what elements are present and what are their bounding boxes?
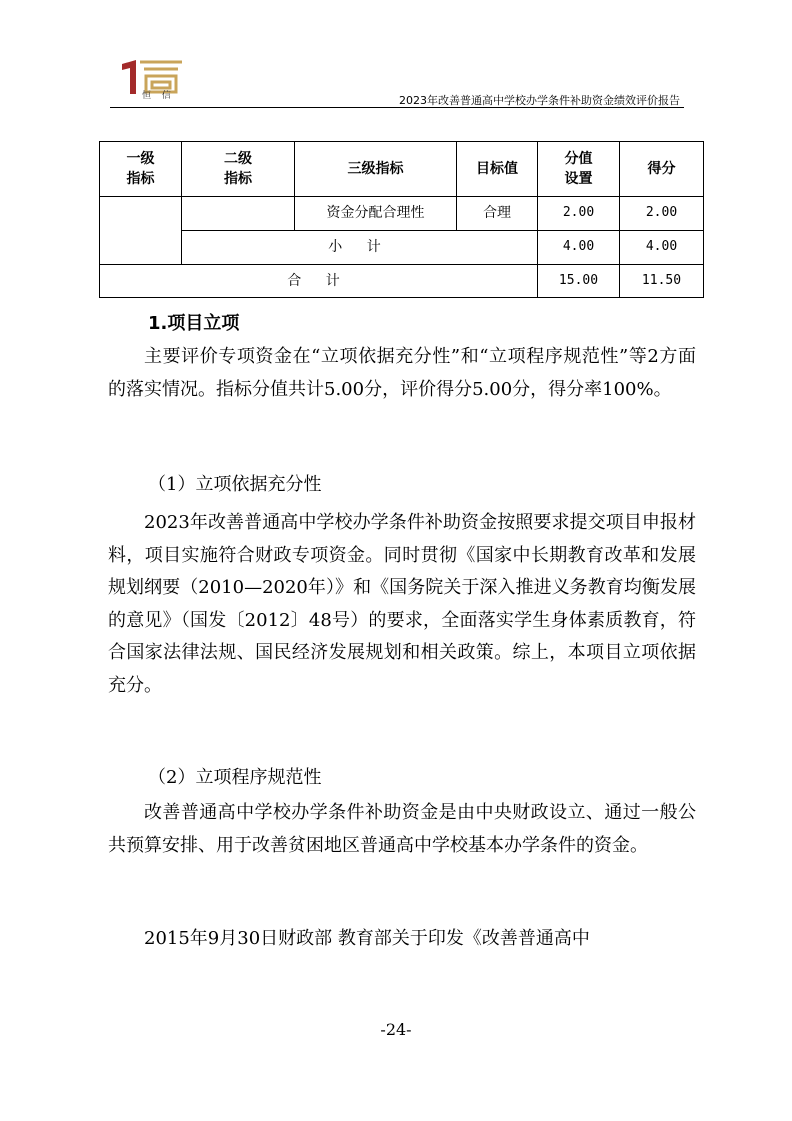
intro-paragraph: 主要评价专项资金在“立项依据充分性”和“立项程序规范性”等2方面的落实情况。指标分值共计5.00分，评价得分5.00分，得分率100%。 bbox=[108, 346, 696, 400]
header-level3: 三级指标 bbox=[295, 142, 457, 197]
subtotal-score: 4.00 bbox=[620, 231, 704, 265]
header-divider bbox=[110, 107, 684, 108]
score-cell: 2.00 bbox=[620, 197, 704, 231]
page-number: -24- bbox=[380, 1020, 412, 1039]
subtotal-points: 4.00 bbox=[538, 231, 620, 265]
subtotal-label: 小 计 bbox=[182, 231, 538, 265]
header-level2: 二级 指标 bbox=[182, 142, 295, 197]
subsection1-title: （1）立项依据充分性 bbox=[148, 474, 322, 495]
subsection2-body: 改善普通高中学校办学条件补助资金是由中央财政设立、通过一般公共预算安排、用于改善贫困地区普通高中学校基本办学条件的资金。 bbox=[108, 802, 696, 856]
target-cell: 合理 bbox=[457, 197, 538, 231]
table-header-row bbox=[100, 142, 704, 197]
section-title: 1.项目立项 bbox=[148, 313, 240, 334]
header-score: 得分 bbox=[620, 142, 704, 197]
logo-text: 恒 信 bbox=[142, 91, 175, 101]
header-target: 目标值 bbox=[457, 142, 538, 197]
subsection2-title: （2）立项程序规范性 bbox=[148, 767, 322, 788]
points-cell: 2.00 bbox=[538, 197, 620, 231]
total-label: 合 计 bbox=[100, 265, 538, 298]
score-table bbox=[99, 141, 704, 298]
subsection1-body: 2023年改善普通高中学校办学条件补助资金按照要求提交项目申报材料，项目实施符合财政专项资金。同时贯彻《国家中长期教育改革和发展规划纲要（2010—2020年）》和《国务院关于深入推进义务教育均衡发展的意见》（国发〔2012〕48号）的要求，全面落实学生身体素质教育，符合国家法律法规、国民经济发展规划和相关政策。综上，本项目立项依据充分。 bbox=[108, 512, 696, 696]
table-row bbox=[100, 197, 704, 231]
header-title: 2023年改善普通高中学校办学条件补助资金绩效评价报告 bbox=[399, 94, 680, 107]
header-points: 分值 设置 bbox=[538, 142, 620, 197]
subsection2-body-continued: 2015年9月30日财政部 教育部关于印发《改善普通高中 bbox=[144, 928, 590, 949]
empty-cell bbox=[100, 197, 182, 265]
total-score: 11.50 bbox=[620, 265, 704, 298]
subtotal-row bbox=[100, 231, 704, 265]
indicator3-cell: 资金分配合理性 bbox=[295, 197, 457, 231]
empty-cell bbox=[182, 197, 295, 231]
header-level1: 一级 指标 bbox=[100, 142, 182, 197]
total-row bbox=[100, 265, 704, 298]
total-points: 15.00 bbox=[538, 265, 620, 298]
